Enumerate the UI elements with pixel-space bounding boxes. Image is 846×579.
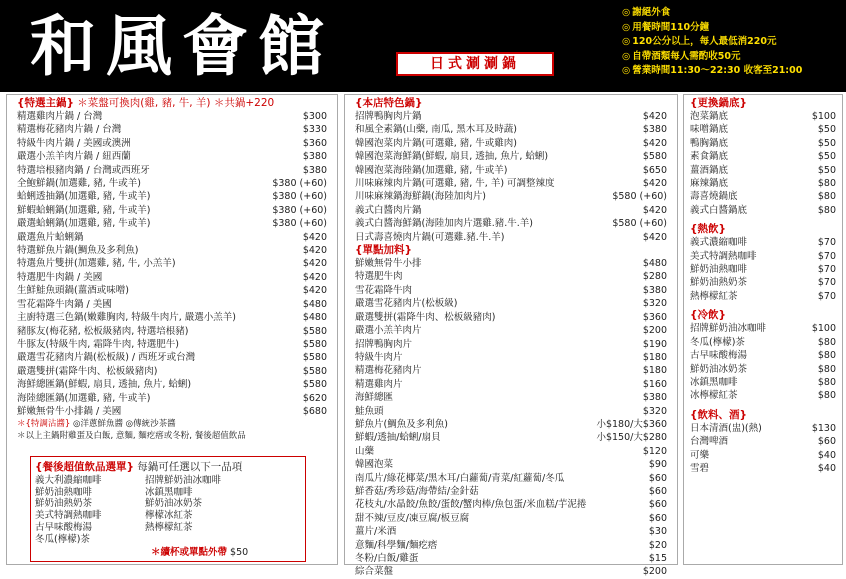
menu-item [17,190,327,203]
item-price: $580 (+60) [612,191,667,203]
item-name: 海鮮總匯鍋(鮮蝦, 扇貝, 透抽, 魚片, 蛤蜊) [17,379,192,391]
menu-item [17,217,327,230]
item-price: $300 [302,111,327,122]
menu-item [355,311,667,324]
menu-item [355,552,667,565]
item-name: 鮮奶油熱奶茶 [690,277,748,289]
item-price: $15 [648,553,667,564]
item-price: $100 [811,111,836,122]
item-name: 鴨胸鍋底 [690,137,729,149]
item-list [355,110,667,244]
sauce-label: ＊{特調沾醬} [17,419,71,430]
menu-subtitle: 日式涮涮鍋 [396,52,554,76]
item-price: $80 [817,390,836,402]
item-name: 味噌鍋底 [690,124,729,136]
item-name: 義式白醬鍋底 [690,204,748,216]
item-name: 海鮮總匯 [355,392,394,404]
promo-subheading: 每鍋可任選以下一品項 [137,461,243,473]
menu-item [17,204,327,217]
item-name: 義式白醬肉片鍋 [355,204,422,216]
section-title: {本店特色鍋} [355,97,423,109]
item-price: $80 [817,376,836,388]
item-name: 麻辣鍋底 [690,178,729,190]
menu-item [17,365,327,378]
item-price: $620 [302,392,327,404]
menu-item [690,322,836,335]
menu-item [355,110,667,123]
item-name: 招牌鴨胸肉片鍋 [355,111,422,122]
item-name: 鮮香菇/秀珍菇/海帶結/金針菇 [355,485,479,497]
item-price: $60 [648,499,667,511]
item-name: 海陸總匯鍋(加選雞, 豬, 牛或羊) [17,392,151,404]
item-name: 義式濃縮咖啡 [690,237,748,249]
menu-item [355,445,667,458]
item-name: 綜合菜盤 [355,566,394,578]
item-name: 招牌鴨胸肉片 [355,338,413,350]
item-name: 特選培根豬肉鍋 / 台灣或西班牙 [17,164,150,176]
promo-item: 古早味酸梅湯 [35,521,93,533]
promo-item: 冰鎮黑咖啡 [145,486,193,498]
notice-item: ◎ 謝絕外食 [622,6,802,21]
item-price: $380 [642,392,667,404]
menu-item [355,338,667,351]
refill-label: ＊續杯或單點外帶 [151,547,228,558]
item-name: 花枝丸/水晶餃/魚餃/蛋餃/蟹肉棒/魚包蛋/米血糕/芋泥捲 [355,499,587,511]
item-price: $330 [302,124,327,136]
refill-note [151,544,248,558]
item-list [690,322,836,402]
sauce-text: ◎洋蔥鮮魚醬 ◎傳統沙茶醬 [73,419,176,430]
item-price: $80 [817,178,836,190]
item-price: $60 [648,472,667,484]
section-title: {特選主鍋} [17,97,74,109]
item-price: $40 [817,449,836,461]
menu-item [355,498,667,511]
item-name: 精選梅花豬肉片鍋 / 台灣 [17,124,122,136]
item-price: $70 [817,290,836,302]
menu-item [355,378,667,391]
item-price: $580 [642,151,667,163]
menu-item [355,525,667,538]
item-price: $90 [648,459,667,471]
item-name: 台灣啤酒 [690,436,729,448]
item-price: $50 [817,151,836,163]
item-name: 冬粉/白飯/雞蛋 [355,553,419,564]
item-name: 山藥 [355,445,375,457]
item-name: 冰檸檬紅茶 [690,390,738,402]
item-name: 鮮嫩無骨牛小排 [355,258,422,270]
item-price: $380 (+60) [272,191,327,203]
item-name: 特選鮮魚片鍋(鯛魚及多利魚) [17,245,139,257]
menu-item [17,271,327,284]
menu-item [355,512,667,525]
item-price: $320 [642,298,667,310]
item-name: 牛豚友(特級牛肉, 霜降牛肉, 特選肥牛) [17,338,179,350]
promo-item: 鮮奶油冰奶茶 [145,498,203,510]
item-price: $480 [642,258,667,270]
item-price: $50 [817,137,836,149]
menu-item [17,177,327,190]
promo-item: 美式特調熱咖啡 [35,510,102,522]
item-name: 冰鎮黑咖啡 [690,376,738,388]
item-price: $60 [648,512,667,524]
menu-item [355,485,667,498]
item-price: $580 [302,325,327,337]
menu-item [690,250,836,263]
promo-item: 檸檬冰紅茶 [145,510,193,522]
refill-price: $50 [230,547,249,558]
item-name: 薑片/米酒 [355,526,397,538]
item-price: $580 [302,365,327,377]
menu-item [690,123,836,136]
menu-item [690,376,836,389]
item-name: 嚴選雪花豬肉片(松板級) [355,298,458,310]
promo-item: 鮮奶油熱奶茶 [35,498,93,510]
item-price: $80 [817,336,836,348]
promo-item: 招牌鮮奶油冰咖啡 [145,475,222,486]
item-name: 意麵/科學麵/麵疙瘩 [355,539,438,551]
item-price: $80 [817,350,836,362]
item-name: 嚴選小羔羊肉片 [355,325,422,337]
notice-list [622,6,802,79]
promo-item: 熱檸檬紅茶 [145,521,193,533]
item-name: 鮮蝦蛤蜊鍋(加選雞, 豬, 牛或羊) [17,204,151,216]
menu-item [690,204,836,217]
item-name: 美式特調熱咖啡 [690,250,757,262]
menu-item [17,244,327,257]
section-title: {更換鍋底} [690,97,747,109]
item-name: 嚴選雪花豬肉片鍋(松板級) / 西班牙或台灣 [17,352,196,364]
item-price: $420 [302,245,327,257]
menu-item [17,298,327,311]
promo-title [35,460,301,474]
item-name: 蛤蜊透抽鍋(加選雞, 豬, 牛或羊) [17,191,151,203]
item-price: $420 [642,111,667,122]
item-name: 義式白醬海鮮鍋(海陸加肉片選雞.豬.牛.羊) [355,218,533,230]
menu-item [355,123,667,136]
item-price: $420 [302,271,327,283]
item-price: $420 [642,231,667,243]
promo-item: 鮮奶油熱咖啡 [35,486,93,498]
item-price: $580 [302,352,327,364]
item-name: 冬瓜(檸檬)茶 [690,336,745,348]
item-price: $70 [817,264,836,276]
item-price: $420 [642,178,667,190]
item-name: 全鮑鮮鍋(加選雞, 豬, 牛或羊) [17,178,141,190]
item-price: $100 [811,323,836,335]
promo-heading: {餐後超值飲品選單} [35,461,134,473]
menu-item [690,110,836,123]
menu-item [17,325,327,338]
notice-item: ◎ 自帶酒類每人需酌收50元 [622,50,802,65]
menu-item [17,123,327,136]
menu-item [690,363,836,376]
item-price: $180 [642,351,667,363]
item-name: 素食鍋底 [690,151,729,163]
menu-item [355,284,667,297]
item-name: 招牌鮮奶油冰咖啡 [690,323,767,335]
item-price: $380 [302,151,327,163]
drink-promo-box [30,456,306,562]
item-price: $130 [811,422,836,434]
promo-grid [35,475,301,545]
item-price: $420 [642,137,667,149]
item-price: $80 [817,363,836,375]
item-price: $380 (+60) [272,204,327,216]
item-price: $680 [302,405,327,417]
item-price: $380 [642,124,667,136]
menu-item [355,472,667,485]
section-note: ＊菜盤可換肉(雞, 豬, 牛, 羊) [77,97,211,109]
item-name: 甜不辣/豆皮/凍豆腐/板豆腐 [355,512,470,524]
item-price: $360 [302,137,327,149]
item-name: 薑酒鍋底 [690,164,729,176]
menu-item [17,137,327,150]
item-name: 雪花霜降牛肉 [355,284,413,296]
notice-item: ◎ 用餐時間110分鐘 [622,21,802,36]
item-price: $30 [648,526,667,538]
item-name: 南瓜片/綠花椰菜/黑木耳/白蘿蔔/青菜/紅蘿蔔/冬瓜 [355,472,565,484]
item-price: $60 [648,485,667,497]
item-price: $580 [302,338,327,350]
item-name: 鮮魚片(鯛魚及多利魚) [355,418,448,430]
menu-item [17,231,327,244]
item-name: 韓國泡菜海鮮鍋(鮮蝦, 扇貝, 透抽, 魚片, 蛤蜊) [355,151,549,163]
menu-column-drinks [683,94,843,565]
includes-note: ＊以上主鍋附雞蛋及白飯, 意麵, 麵疙瘩或冬粉, 餐後超值飲品 [17,431,246,442]
item-price: $380 (+60) [272,178,327,190]
item-name: 生鮮鮭魚頭鍋(薑酒或味噌) [17,285,129,297]
item-name: 嚴選魚片蛤蜊鍋 [17,231,84,243]
item-price: $80 [817,204,836,216]
menu-item [355,217,667,230]
notice-item: ◎ 營業時間11:30～22:30 收客至21:00 [622,64,802,79]
menu-item [690,263,836,276]
menu-item [690,177,836,190]
menu-item [690,150,836,163]
item-price: $20 [648,539,667,551]
item-name: 可樂 [690,449,710,461]
menu-item [355,324,667,337]
item-price: $50 [817,124,836,136]
item-list [690,236,836,303]
menu-item [690,349,836,362]
menu-item [355,164,667,177]
menu-item [17,378,327,391]
section-header-main [17,97,327,110]
item-name: 鮮奶油冰奶茶 [690,363,748,375]
item-name: 豬豚友(梅花豬, 松板級豬肉, 特選培根豬) [17,325,189,337]
section-title: {熱飲} [690,223,726,236]
item-name: 特級牛肉片鍋 / 美國或澳洲 [17,137,131,149]
menu-item [17,164,327,177]
item-name: 特選肥牛肉 [355,271,403,283]
item-price: $380 (+60) [272,218,327,230]
item-price: $40 [817,462,836,474]
item-name: 韓國泡菜海陸鍋(加選雞, 豬, 牛或羊) [355,164,508,176]
notice-item: ◎ 120公分以上，每人最低消220元 [622,35,802,50]
item-price: $180 [642,365,667,377]
menu-item [355,565,667,578]
menu-item [690,336,836,349]
item-price: $420 [302,285,327,297]
menu-item [17,284,327,297]
item-price: $70 [817,277,836,289]
menu-item [17,110,327,123]
menu-header [0,0,846,92]
item-price: $480 [302,312,327,324]
item-name: 雪花霜降牛肉鍋 / 美國 [17,298,112,310]
menu-item [355,418,667,431]
item-name: 古早味酸梅湯 [690,350,748,362]
item-price: $380 [302,164,327,176]
section-title: {飲料、酒} [690,408,747,421]
item-name: 和風全素鍋(山藥, 南瓜, 黑木耳及時蔬) [355,124,517,136]
item-name: 嚴選蛤蜊鍋(加選雞, 豬, 牛或羊) [17,218,151,230]
section-note: ＊共鍋+220 [213,97,275,109]
item-name: 鮭魚頭 [355,405,384,417]
item-price: $320 [642,405,667,417]
menu-item [355,150,667,163]
item-name: 熱檸檬紅茶 [690,290,738,302]
menu-item [17,392,327,405]
menu-item [355,190,667,203]
menu-item [355,257,667,270]
item-name: 川味麻辣肉片鍋(可選雞, 豬, 牛, 羊) 可調整辣度 [355,178,555,190]
menu-item [17,338,327,351]
menu-item [17,311,327,324]
menu-item [17,351,327,364]
item-name: 嚴選雙拼(霜降牛肉、松板級豬肉) [17,365,158,377]
section-title: {冷飲} [690,309,726,322]
menu-item [690,137,836,150]
menu-item [690,389,836,402]
item-name: 嚴選小羔羊肉片鍋 / 紐西蘭 [17,151,131,163]
item-name: 壽喜燒鍋底 [690,191,738,203]
item-price: $80 [817,191,836,203]
item-name: 特選肥牛肉鍋 / 美國 [17,271,103,283]
menu-item [355,297,667,310]
menu-item [355,351,667,364]
item-price: $380 [642,284,667,296]
menu-column-specials [344,94,678,578]
item-price: $120 [642,445,667,457]
item-name: 精選梅花豬肉片 [355,365,422,377]
item-list [17,110,327,418]
menu-item [690,435,836,448]
item-price: $190 [642,338,667,350]
menu-item [690,236,836,249]
sauce-note [17,418,327,430]
menu-item [690,276,836,289]
item-name: 特級牛肉片 [355,351,403,363]
item-price: 小$180/大$360 [596,418,667,430]
promo-item: 冬瓜(檸檬)茶 [35,533,90,545]
menu-item [690,449,836,462]
item-price: $70 [817,237,836,249]
item-name: 特選魚片雙拼(加選雞, 豬, 牛, 小羔羊) [17,258,176,270]
menu-item [355,364,667,377]
item-price: $480 [302,298,327,310]
item-name: 鮮蝦/透抽/蛤蜊/扇貝 [355,432,441,444]
item-list [690,110,836,217]
item-price: $200 [642,566,667,578]
item-name: 日本清酒(盅)(熱) [690,422,762,434]
item-price: $70 [817,250,836,262]
item-name: 精選雞肉片 [355,378,403,390]
item-price: 小$150/大$280 [596,432,667,444]
menu-item [17,150,327,163]
menu-item [355,539,667,552]
item-name: 嚴選雙拼(霜降牛肉、松板級豬肉) [355,311,496,323]
menu-item [355,270,667,283]
menu-item [690,290,836,303]
menu-item [355,391,667,404]
menu-item [355,177,667,190]
item-name: 雪碧 [690,462,710,474]
item-price: $420 [302,258,327,270]
section-title: {單點加料} [355,244,412,257]
item-name: 川味麻辣鍋海鮮鍋(海陸加肉片) [355,191,486,203]
menu-item [355,204,667,217]
item-name: 鮮奶油熱咖啡 [690,264,748,276]
item-list [355,257,667,579]
menu-item [355,458,667,471]
promo-item: 義大利濃縮咖啡 [35,475,102,486]
item-price: $420 [642,204,667,216]
item-price: $420 [302,231,327,243]
menu-item [17,405,327,418]
brand-logo: 和風會館 [30,7,334,85]
menu-item [690,462,836,475]
item-price: $650 [642,164,667,176]
menu-item [355,431,667,444]
item-price: $160 [642,378,667,390]
item-price: $580 [302,379,327,391]
item-name: 鮮嫩無骨牛小排鍋 / 美國 [17,405,122,417]
item-name: 日式壽喜燒肉片鍋(可選雞.豬.牛.羊) [355,231,505,243]
menu-item [355,137,667,150]
item-name: 韓國泡菜肉片鍋(可選雞, 豬, 牛或雞肉) [355,137,517,149]
menu-item [355,231,667,244]
menu-item [690,422,836,435]
item-price: $50 [817,164,836,176]
item-name: 韓國泡菜 [355,459,394,471]
menu-item [17,257,327,270]
item-name: 泡菜鍋底 [690,111,729,122]
item-price: $580 (+60) [612,218,667,230]
item-price: $60 [817,436,836,448]
menu-item [690,190,836,203]
menu-item [690,164,836,177]
item-price: $200 [642,325,667,337]
item-price: $280 [642,271,667,283]
menu-item [355,405,667,418]
item-name: 主廚特選三色鍋(嫩雞胸肉, 特級牛肉片, 嚴選小羔羊) [17,312,236,324]
item-price: $360 [642,311,667,323]
item-name: 精選雞肉片鍋 / 台灣 [17,111,103,122]
item-list [690,422,836,476]
